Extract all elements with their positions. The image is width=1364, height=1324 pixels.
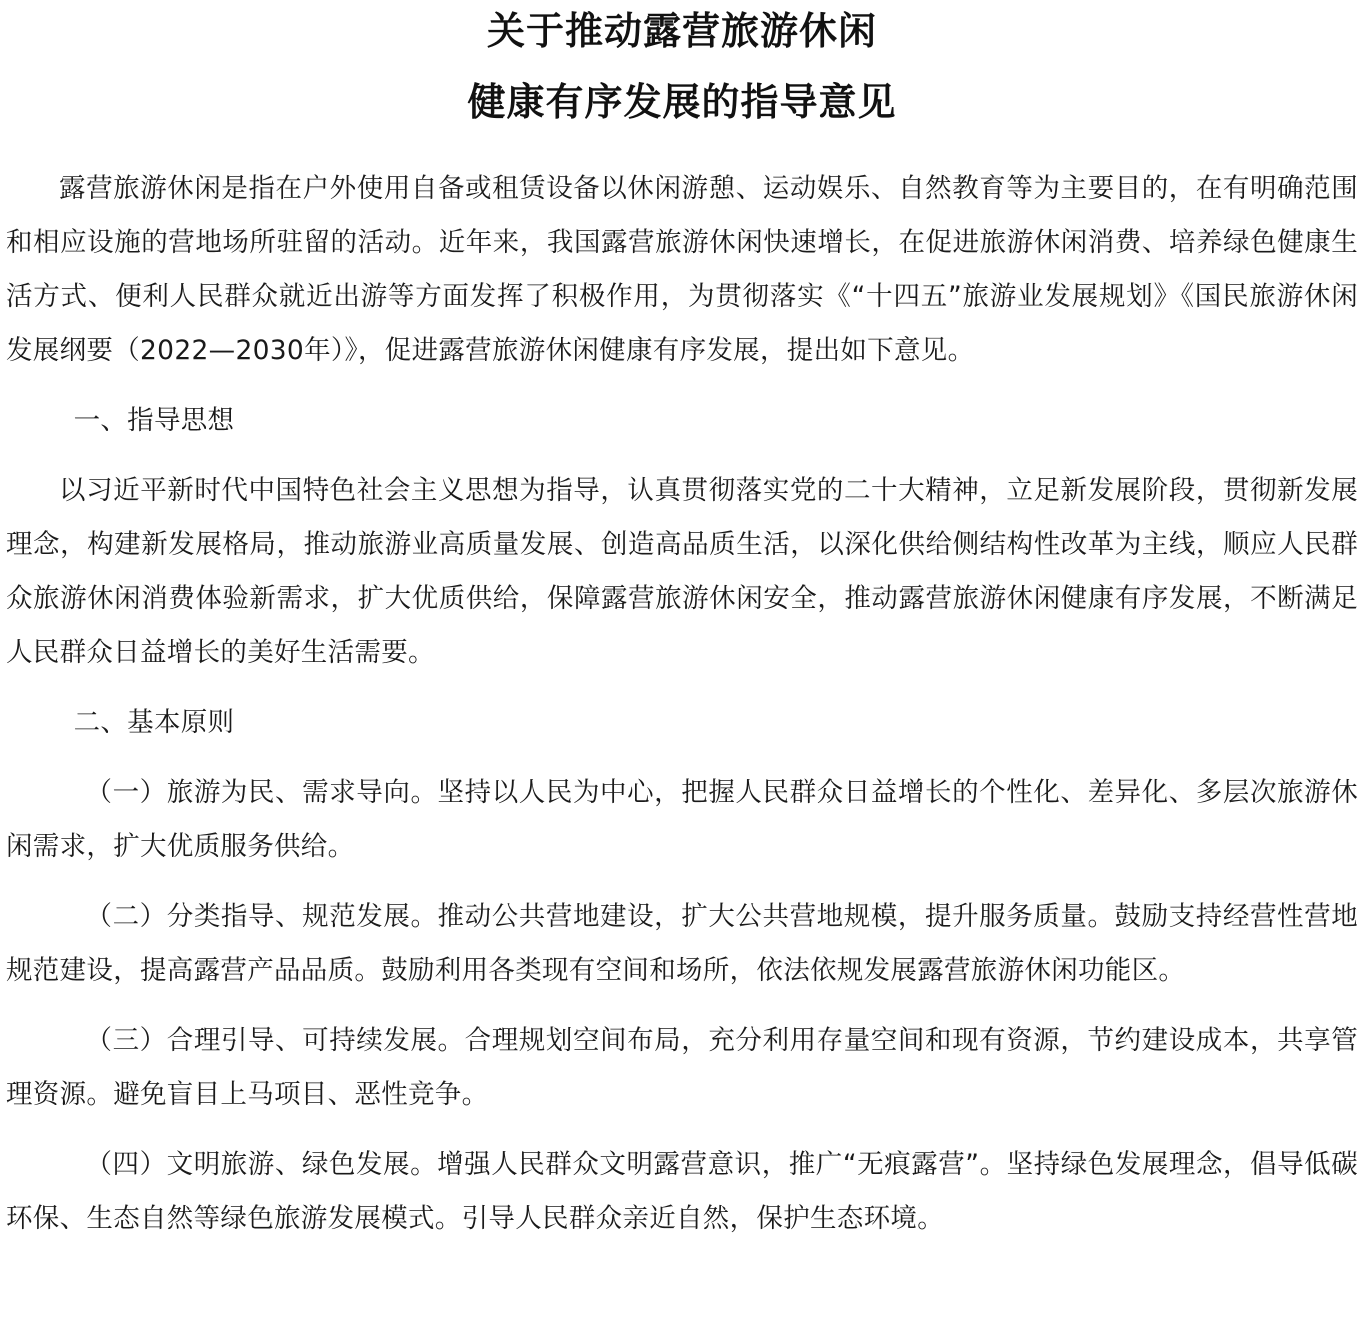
- section-heading-guiding-thought: 一、指导思想: [73, 405, 235, 436]
- principle-paragraph-4: （四）文明旅游、绿色发展。增强人民群众文明露营意识，推广“无痕露营”。坚持绿色发展理念，倡导低碳环保、生态自然等绿色旅游发展模式。引导人民群众亲近自然，保护生态环境。: [6, 1149, 1358, 1234]
- document-title: [6, 0, 1358, 150]
- section-heading-basic-principles: 二、基本原则: [73, 707, 235, 738]
- principle-paragraph-3: （三）合理引导、可持续发展。合理规划空间布局，充分利用存量空间和现有资源，节约建设成本，共享管理资源。避免盲目上马项目、恶性竞争。: [6, 1025, 1358, 1110]
- intro-paragraph: 露营旅游休闲是指在户外使用自备或租赁设备以休闲游憩、运动娱乐、自然教育等为主要目的，在有明确范围和相应设施的营地场所驻留的活动。近年来，我国露营旅游休闲快速增长，在促进旅游休闲消费、培养绿色健康生活方式、便利人民群众就近出游等方面发挥了积极作用，为贯彻落实《“十四五”旅游业发展规划》《国民旅游休闲发展纲要（2022—2030年）》，促进露营旅游休闲健康有序发展，提出如下意见。: [6, 173, 1358, 366]
- title-line-2: 健康有序发展的指导意见: [467, 80, 897, 124]
- title-line-1: 关于推动露营旅游休闲: [486, 9, 877, 53]
- principle-paragraph-1: （一）旅游为民、需求导向。坚持以人民为中心，把握人民群众日益增长的个性化、差异化、多层次旅游休闲需求，扩大优质服务供给。: [6, 777, 1358, 862]
- principle-paragraph-2: （二）分类指导、规范发展。推动公共营地建设，扩大公共营地规模，提升服务质量。鼓励支持经营性营地规范建设，提高露营产品品质。鼓励利用各类现有空间和场所，依法依规发展露营旅游休闲功能区。: [6, 901, 1358, 986]
- guiding-thought-paragraph: 以习近平新时代中国特色社会主义思想为指导，认真贯彻落实党的二十大精神，立足新发展阶段，贯彻新发展理念，构建新发展格局，推动旅游业高质量发展、创造高品质生活，以深化供给侧结构性改革为主线，顺应人民群众旅游休闲消费体验新需求，扩大优质供给，保障露营旅游休闲安全，推动露营旅游休闲健康有序发展，不断满足人民群众日益增长的美好生活需要。: [6, 475, 1358, 668]
